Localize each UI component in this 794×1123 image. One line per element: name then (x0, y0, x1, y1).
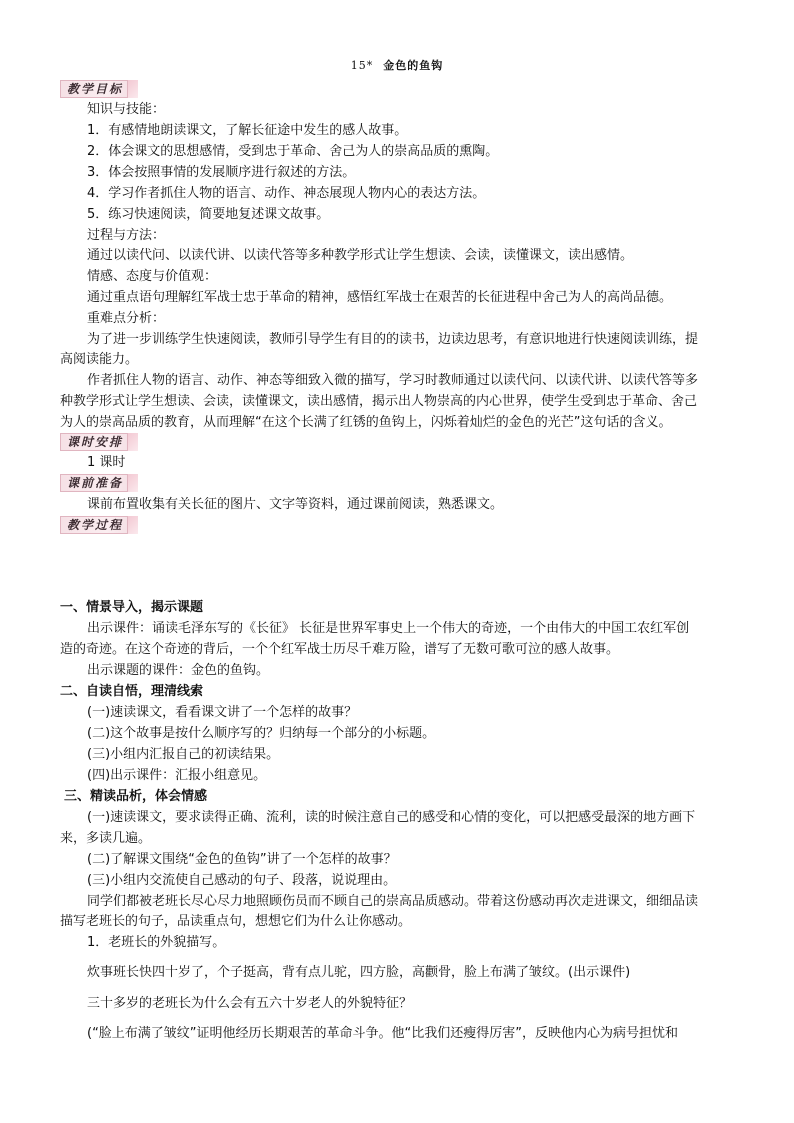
process-step-1-heading: 一、情景导入，揭示课题 (60, 600, 204, 615)
process-step-1-text: 出示课件：诵读毛泽东写的《长征》 长征是世界军事史上一个伟大的奇迹，一个由伟大的中国工农红军创 (87, 621, 690, 636)
answer-text: (“脸上布满了皱纹”证明他经历长期艰苦的革命斗争。他“比我们还瘦得厉害”，反映他内心为病号担忧和 (87, 1026, 679, 1041)
emotion-text: 通过重点语句理解红军战士忠于革命的精神，感悟红军战士在艰苦的长征进程中舍己为人的高尚品德。 (87, 290, 673, 305)
process-step-3-item: (二)了解课文围绕“金色的鱼钩”讲了一个怎样的故事？ (87, 852, 397, 867)
process-step-2-item: (二)这个故事是按什么顺序写的？归纳每一个部分的小标题。 (87, 726, 436, 741)
process-method-text: 通过以读代问、以读代讲、以读代答等多种教学形式让学生想读、会读，读懂课文，读出感情。 (87, 248, 634, 263)
key-points-paragraph-2: 作者抓住人物的语言、动作、神态等细致入微的描写，学习时教师通过以读代问、以读代讲、以读代答等多 (87, 373, 699, 388)
objective-item: 3．体会按照事情的发展顺序进行叙述的方法。 (87, 165, 356, 180)
process-step-3-item: 来，多读几遍。 (60, 831, 152, 846)
knowledge-heading: 知识与技能： (87, 102, 166, 117)
lesson-title: 金色的鱼钩 (383, 59, 444, 72)
section-tag-preparation: 课前准备 (60, 474, 138, 492)
process-step-3-item: (三)小组内交流使自己感动的句子、段落，说说理由。 (87, 873, 397, 888)
question-text: 三十多岁的老班长为什么会有五六十岁老人的外貌特征？ (87, 996, 413, 1011)
process-step-3-item: (一)速读课文，要求读得正确、流利，读的时候注意自己的感受和心情的变化，可以把感受最深的地方画下 (87, 810, 696, 825)
schedule-text: 1 课时 (87, 455, 126, 470)
key-points-heading: 重难点分析： (87, 311, 166, 326)
process-step-3-subitem: 1．老班长的外貌描写。 (87, 935, 226, 950)
key-points-paragraph-1: 为了进一步训练学生快速阅读，教师引导学生有目的的读书，边读边思考，有意识地进行快速阅读训练，提 (87, 332, 699, 347)
process-step-1-text: 出示课题的课件：金色的鱼钩。 (87, 663, 270, 678)
process-step-3-paragraph: 同学们都被老班长尽心尽力地照顾伤员而不顾自己的崇高品质感动。带着这份感动再次走进课文，细细品读 (87, 894, 699, 909)
preparation-text: 课前布置收集有关长征的图片、文字等资料，通过课前阅读，熟悉课文。 (87, 497, 504, 512)
process-method-heading: 过程与方法： (87, 228, 166, 243)
objective-item: 5．练习快速阅读，简要地复述课文故事。 (87, 207, 330, 222)
process-step-2-item: (四)出示课件：汇报小组意见。 (87, 768, 267, 783)
key-points-paragraph-1: 高阅读能力。 (60, 352, 139, 367)
section-tag-objectives: 教学目标 (60, 80, 138, 98)
document-title (0, 57, 794, 73)
process-step-2-heading: 二、自读自悟，理清线索 (60, 684, 204, 699)
key-points-paragraph-2: 种教学形式让学生想读、会读，读懂课文，读出感情，揭示出人物崇高的内心世界，使学生受到忠于革命、舍己 (60, 394, 698, 409)
process-step-1-text: 造的奇迹。在这个奇迹的背后，一个个红军战士历尽千难万险，谱写了无数可歌可泣的感人故事。 (60, 642, 620, 657)
process-step-3-heading: 三、精读品析，体会情感 (64, 789, 208, 804)
process-step-3-paragraph: 描写老班长的句子，品读重点句，想想它们为什么让你感动。 (60, 914, 412, 929)
process-step-2-item: (一)速读课文，看看课文讲了一个怎样的故事？ (87, 705, 358, 720)
quote-text: 炊事班长快四十岁了，个子挺高，背有点儿驼，四方脸，高颧骨，脸上布满了皱纹。(出示课件) (87, 965, 631, 980)
section-tag-process: 教学过程 (60, 516, 138, 534)
section-tag-schedule: 课时安排 (60, 433, 138, 451)
process-step-2-item: (三)小组内汇报自己的初读结果。 (87, 747, 280, 762)
lesson-number: 15* (350, 59, 374, 72)
objective-item: 1．有感情地朗读课文，了解长征途中发生的感人故事。 (87, 123, 408, 138)
objective-item: 4．学习作者抓住人物的语言、动作、神态展现人物内心的表达方法。 (87, 186, 486, 201)
objective-item: 2．体会课文的思想感情，受到忠于革命、舍己为人的崇高品质的熏陶。 (87, 144, 499, 159)
key-points-paragraph-2: 为人的崇高品质的教育，从而理解“在这个长满了红锈的鱼钩上，闪烁着灿烂的金色的光芒”这句话的含义。 (60, 415, 672, 430)
emotion-heading: 情感、态度与价值观： (87, 269, 218, 284)
